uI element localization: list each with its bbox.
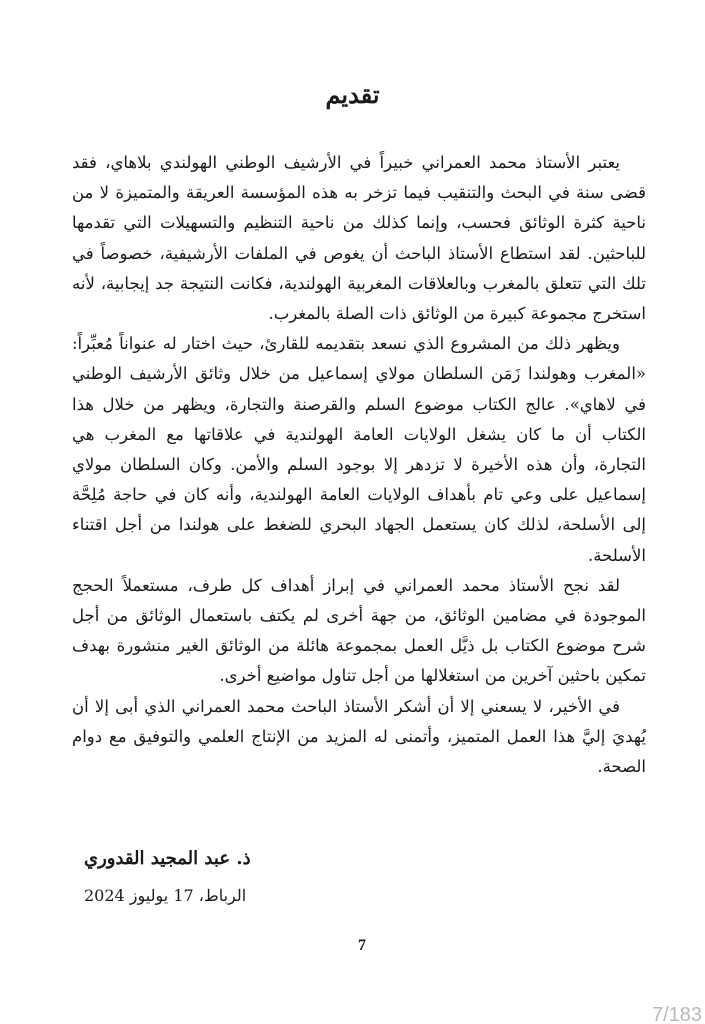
paragraph-4: في الأخير، لا يسعني إلا أن أشكر الأستاذ الباحث محمد العمراني الذي أبى إلا أن يُهديَ إليَّ هذا العمل المتميز، وأتمنى له المزيد من الإنتاج العلمي والتوفيق مع دوام الصحة. (72, 696, 646, 777)
paragraph-1: يعتبر الأستاذ محمد العمراني خبيراً في الأرشيف الوطني الهولندي بلاهاي، فقد قضى سنة في البحث والتنقيب فيما تزخر به هذه المؤسسة العريقة والمتميزة لا من ناحية كثرة الوثائق فحسب، وإنما كذلك من ناحية التنظيم والتسهيلات التي تقدمها للباحثين. لقد استطاع الأستاذ الباحث أن يغوص في الملفات الأرشيفية، خصوصاً في تلك التي تتعلق بالمغرب وبالعلاقات المغربية الهولندية، فكانت النتيجة جد إيجابية، لأنه استخرج مجموعة كبيرة من الوثائق ذات الصلة بالمغرب. (72, 153, 646, 324)
body-text (72, 148, 646, 782)
page-number: 7 (358, 937, 366, 954)
paragraph-3: لقد نجح الأستاذ محمد العمراني في إبراز أهداف كل طرف، مستعملاً الحجج الموجودة في مضامين الوثائق، من جهة أخرى لم يكتف باستعمال الوثائق من أجل شرح موضوع الكتاب بل ذيَّل العمل بمجموعة هائلة من الوثائق الغير منشورة بهدف تمكين باحثين آخرين من استغلالها من أجل تناول مواضيع أخرى. (72, 575, 646, 686)
author-signature: ذ. عبد المجيد القدوري (84, 848, 251, 869)
paragraph-2: ويظهر ذلك من المشروع الذي نسعد بتقديمه للقارئ، حيث اختار له عنواناً مُعبِّراً: «المغرب وهولندا زَمَن السلطان مولاي إسماعيل من خلال وثائق الأرشيف الوطني في لاهاي». عالج الكتاب موضوع السلم والقرصنة والتجارة، ويظهر من خلال هذا الكتاب أن ما كان يشغل الولايات العامة الهولندية في علاقاتها مع المغرب هي التجارة، وأن هذه الأخيرة لا تزدهر إلا بوجود السلم والأمن. وكان السلطان مولاي إسماعيل على وعي تام بأهداف الولايات العامة الهولندية، وأنه كان في حاجة مُلِحَّة إلى الأسلحة، لذلك كان يستعمل الجهاد البحري للضغط على هولندا من أجل اقتناء الأسلحة. (72, 334, 647, 565)
place-date: الرباط، 17 يوليوز 2024 (84, 886, 247, 905)
viewer-page-counter: 7/183 (652, 1004, 703, 1024)
page-title: تقديم (325, 80, 380, 109)
